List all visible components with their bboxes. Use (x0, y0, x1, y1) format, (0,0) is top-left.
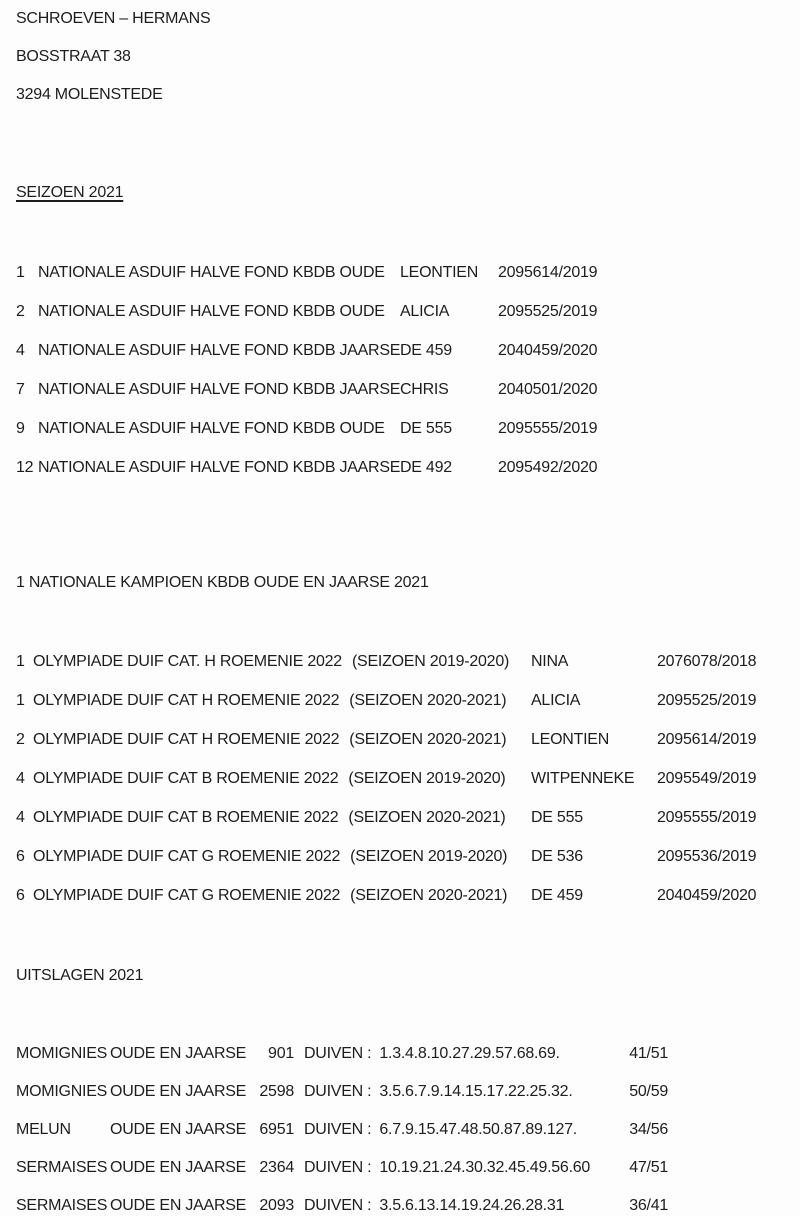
rank-cell: 4 (16, 342, 25, 359)
rank-cell: 2 (16, 303, 25, 320)
season-cell: (SEIZOEN 2020-2021) (348, 809, 506, 826)
season-cell: (SEIZOEN 2020-2021) (349, 692, 507, 709)
rank-cell: 6 (16, 848, 25, 865)
pigeon-name-cell: LEONTIEN (400, 264, 479, 281)
rank-cell: 6 (16, 887, 25, 904)
placings-cell: 6.7.9.15.47.48.50.87.89.127. (379, 1121, 577, 1138)
title-cell: OLYMPIADE DUIF CAT B ROEMENIE 2022 (33, 770, 339, 787)
asduif-row (16, 380, 790, 400)
race-location-cell: MELUN (16, 1121, 71, 1138)
pigeon-name-cell: DE 459 (531, 887, 583, 904)
olympiade-row (16, 769, 790, 789)
duiven-label: DUIVEN : (304, 1197, 372, 1214)
ring-number-cell: 2095614/2019 (657, 731, 757, 748)
olympiade-section (16, 652, 790, 906)
pigeon-name-cell: DE 555 (400, 420, 452, 437)
season-cell: (SEIZOEN 2020-2021) (349, 731, 507, 748)
score-cell: 47/51 (629, 1159, 668, 1176)
ring-number-cell: 2095525/2019 (657, 692, 757, 709)
pigeon-name-cell: ALICIA (531, 692, 581, 709)
asduif-row (16, 302, 790, 322)
season-heading: SEIZOEN 2021 (16, 184, 124, 201)
ring-number-cell: 2040501/2020 (498, 381, 598, 398)
pigeon-name-cell: CHRIS (400, 381, 449, 398)
pigeon-name-cell: ALICIA (400, 303, 450, 320)
pigeon-name-cell: DE 555 (531, 809, 583, 826)
pigeon-name-cell: WITPENNEKE (531, 770, 635, 787)
olympiade-row (16, 847, 790, 867)
rank-cell: 9 (16, 420, 25, 437)
race-location-cell: MOMIGNIES (16, 1083, 108, 1100)
title-cell: NATIONALE ASDUIF HALVE FOND KBDB JAARSE (38, 381, 401, 398)
entrants-cell: 2598 (259, 1083, 294, 1100)
title-cell: OLYMPIADE DUIF CAT H ROEMENIE 2022 (33, 692, 340, 709)
category-cell: OUDE EN JAARSE (110, 1121, 247, 1138)
asduif-row (16, 341, 790, 361)
ring-number-cell: 2076078/2018 (657, 653, 757, 670)
results-section (16, 1044, 790, 1216)
result-row (16, 1158, 668, 1178)
pigeon-name-cell: LEONTIEN (531, 731, 610, 748)
pigeon-name-cell: NINA (531, 653, 569, 670)
olympiade-row (16, 886, 790, 906)
ring-number-cell: 2095555/2019 (657, 809, 757, 826)
duiven-label: DUIVEN : (304, 1083, 372, 1100)
title-cell: NATIONALE ASDUIF HALVE FOND KBDB JAARSE (38, 342, 401, 359)
rank-cell: 1 (16, 653, 25, 670)
asduif-row (16, 458, 790, 478)
title-cell: NATIONALE ASDUIF HALVE FOND KBDB OUDE (38, 420, 385, 437)
title-cell: OLYMPIADE DUIF CAT G ROEMENIE 2022 (33, 848, 341, 865)
race-location-cell: MOMIGNIES (16, 1045, 108, 1062)
ring-number-cell: 2095614/2019 (498, 264, 598, 281)
rank-cell: 7 (16, 381, 25, 398)
season-cell: (SEIZOEN 2019-2020) (348, 770, 506, 787)
category-cell: OUDE EN JAARSE (110, 1083, 247, 1100)
score-cell: 36/41 (629, 1197, 668, 1214)
national-champion-line: 1 NATIONALE KAMPIOEN KBDB OUDE EN JAARSE 2021 (16, 574, 429, 591)
entrants-cell: 2364 (259, 1159, 294, 1176)
olympiade-row (16, 730, 790, 750)
ring-number-cell: 2095536/2019 (657, 848, 757, 865)
rank-cell: 1 (16, 264, 25, 281)
score-cell: 50/59 (629, 1083, 668, 1100)
city-address: 3294 MOLENSTEDE (16, 86, 163, 103)
placings-cell: 3.5.6.13.14.19.24.26.28.31 (379, 1197, 565, 1214)
olympiade-row (16, 808, 790, 828)
results-heading: UITSLAGEN 2021 (16, 967, 144, 984)
duiven-label: DUIVEN : (304, 1121, 372, 1138)
rank-cell: 4 (16, 770, 25, 787)
placings-cell: 10.19.21.24.30.32.45.49.56.60 (379, 1159, 591, 1176)
pigeon-name-cell: DE 536 (531, 848, 583, 865)
duiven-label: DUIVEN : (304, 1045, 372, 1062)
duiven-label: DUIVEN : (304, 1159, 372, 1176)
entrants-cell: 6951 (259, 1121, 294, 1138)
street-address: BOSSTRAAT 38 (16, 48, 131, 65)
loft-name: SCHROEVEN – HERMANS (16, 10, 211, 27)
asduif-row (16, 419, 790, 439)
rank-cell: 4 (16, 809, 25, 826)
race-location-cell: SERMAISES (16, 1197, 108, 1214)
ring-number-cell: 2095555/2019 (498, 420, 598, 437)
category-cell: OUDE EN JAARSE (110, 1045, 247, 1062)
olympiade-row (16, 652, 790, 672)
entrants-cell: 901 (268, 1045, 294, 1062)
pigeon-name-cell: DE 459 (400, 342, 452, 359)
asduif-section (16, 263, 790, 478)
ring-number-cell: 2095525/2019 (498, 303, 598, 320)
title-cell: NATIONALE ASDUIF HALVE FOND KBDB OUDE (38, 303, 385, 320)
score-cell: 34/56 (629, 1121, 668, 1138)
rank-cell: 2 (16, 731, 25, 748)
category-cell: OUDE EN JAARSE (110, 1159, 247, 1176)
olympiade-row (16, 691, 790, 711)
ring-number-cell: 2095549/2019 (657, 770, 757, 787)
entrants-cell: 2093 (259, 1197, 294, 1214)
result-row (16, 1120, 668, 1140)
title-cell: OLYMPIADE DUIF CAT. H ROEMENIE 2022 (33, 653, 342, 670)
season-cell: (SEIZOEN 2019-2020) (351, 653, 510, 670)
placings-cell: 3.5.6.7.9.14.15.17.22.25.32. (379, 1083, 573, 1100)
placings-cell: 1.3.4.8.10.27.29.57.68.69. (379, 1045, 560, 1062)
title-cell: OLYMPIADE DUIF CAT G ROEMENIE 2022 (33, 887, 341, 904)
score-cell: 41/51 (629, 1045, 668, 1062)
rank-cell: 12 (16, 459, 34, 476)
rank-cell: 1 (16, 692, 25, 709)
title-cell: OLYMPIADE DUIF CAT B ROEMENIE 2022 (33, 809, 339, 826)
ring-number-cell: 2040459/2020 (657, 887, 757, 904)
asduif-row (16, 263, 790, 283)
title-cell: OLYMPIADE DUIF CAT H ROEMENIE 2022 (33, 731, 340, 748)
ring-number-cell: 2095492/2020 (498, 459, 598, 476)
season-cell: (SEIZOEN 2020-2021) (350, 887, 508, 904)
pigeon-name-cell: DE 492 (400, 459, 452, 476)
category-cell: OUDE EN JAARSE (110, 1197, 247, 1214)
ring-number-cell: 2040459/2020 (498, 342, 598, 359)
result-row (16, 1082, 668, 1102)
title-cell: NATIONALE ASDUIF HALVE FOND KBDB JAARSE (38, 459, 401, 476)
season-cell: (SEIZOEN 2019-2020) (350, 848, 508, 865)
result-row (16, 1044, 668, 1064)
result-row (16, 1196, 668, 1216)
title-cell: NATIONALE ASDUIF HALVE FOND KBDB OUDE (38, 264, 385, 281)
race-location-cell: SERMAISES (16, 1159, 108, 1176)
